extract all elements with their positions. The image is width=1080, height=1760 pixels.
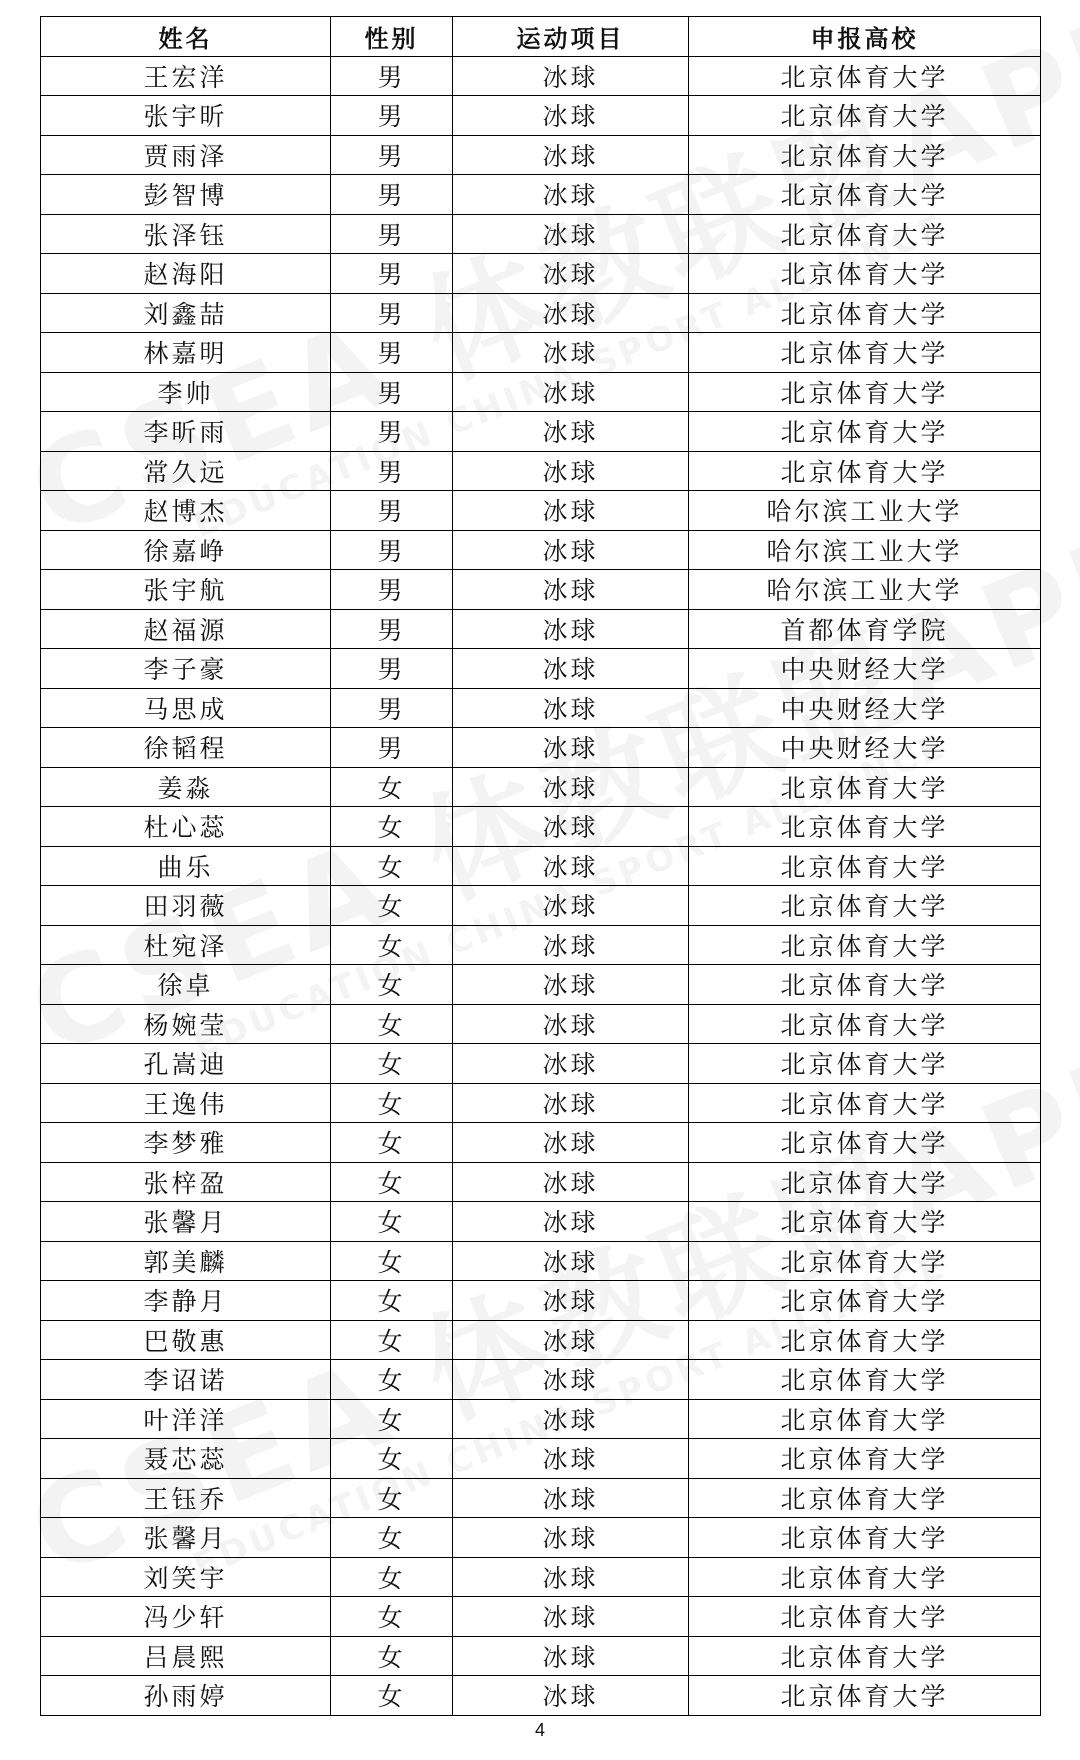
table-row [41, 1162, 1041, 1202]
cell-school: 北京体育大学 [689, 886, 1041, 926]
cell-name: 姜淼 [41, 767, 331, 807]
cell-name: 巴敬惠 [41, 1320, 331, 1360]
header-gender: 性别 [331, 17, 453, 57]
cell-sport: 冰球 [453, 451, 689, 491]
table-row [41, 1597, 1041, 1637]
cell-gender: 女 [331, 1636, 453, 1676]
cell-gender: 男 [331, 372, 453, 412]
cell-school: 北京体育大学 [689, 175, 1041, 215]
cell-gender: 女 [331, 965, 453, 1005]
table-row [41, 925, 1041, 965]
cell-sport: 冰球 [453, 609, 689, 649]
cell-sport: 冰球 [453, 1162, 689, 1202]
cell-gender: 男 [331, 293, 453, 333]
table-row [41, 451, 1041, 491]
cell-name: 赵福源 [41, 609, 331, 649]
cell-gender: 男 [331, 333, 453, 373]
cell-school: 中央财经大学 [689, 688, 1041, 728]
cell-sport: 冰球 [453, 56, 689, 96]
cell-gender: 女 [331, 1044, 453, 1084]
cell-name: 李诏诺 [41, 1360, 331, 1400]
cell-sport: 冰球 [453, 649, 689, 689]
cell-sport: 冰球 [453, 333, 689, 373]
cell-name: 孔嵩迪 [41, 1044, 331, 1084]
cell-name: 彭智博 [41, 175, 331, 215]
cell-school: 首都体育学院 [689, 609, 1041, 649]
cell-name: 杨婉莹 [41, 1004, 331, 1044]
cell-gender: 男 [331, 214, 453, 254]
cell-name: 贾雨泽 [41, 135, 331, 175]
cell-name: 赵海阳 [41, 254, 331, 294]
cell-sport: 冰球 [453, 175, 689, 215]
table-row [41, 767, 1041, 807]
cell-school: 北京体育大学 [689, 412, 1041, 452]
table-row [41, 1518, 1041, 1558]
cell-sport: 冰球 [453, 1044, 689, 1084]
table-row [41, 886, 1041, 926]
cell-name: 王逸伟 [41, 1083, 331, 1123]
cell-gender: 女 [331, 1360, 453, 1400]
cell-name: 聂芯蕊 [41, 1439, 331, 1479]
cell-name: 李昕雨 [41, 412, 331, 452]
cell-name: 张馨月 [41, 1518, 331, 1558]
cell-school: 北京体育大学 [689, 925, 1041, 965]
cell-gender: 女 [331, 1557, 453, 1597]
table-row [41, 1439, 1041, 1479]
cell-school: 北京体育大学 [689, 1478, 1041, 1518]
cell-sport: 冰球 [453, 214, 689, 254]
cell-sport: 冰球 [453, 1439, 689, 1479]
cell-school: 中央财经大学 [689, 728, 1041, 768]
cell-sport: 冰球 [453, 491, 689, 531]
cell-sport: 冰球 [453, 1557, 689, 1597]
cell-school: 北京体育大学 [689, 1557, 1041, 1597]
cell-sport: 冰球 [453, 807, 689, 847]
table-row [41, 1004, 1041, 1044]
cell-school: 北京体育大学 [689, 1241, 1041, 1281]
table-row [41, 214, 1041, 254]
cell-sport: 冰球 [453, 846, 689, 886]
cell-name: 张宇昕 [41, 96, 331, 136]
cell-sport: 冰球 [453, 1123, 689, 1163]
header-sport: 运动项目 [453, 17, 689, 57]
cell-gender: 男 [331, 649, 453, 689]
cell-sport: 冰球 [453, 1360, 689, 1400]
cell-sport: 冰球 [453, 96, 689, 136]
cell-name: 李帅 [41, 372, 331, 412]
table-row [41, 1399, 1041, 1439]
cell-school: 哈尔滨工业大学 [689, 570, 1041, 610]
cell-gender: 女 [331, 1439, 453, 1479]
table-row [41, 1478, 1041, 1518]
cell-gender: 女 [331, 1399, 453, 1439]
cell-gender: 男 [331, 175, 453, 215]
cell-gender: 女 [331, 1162, 453, 1202]
cell-school: 北京体育大学 [689, 1360, 1041, 1400]
cell-school: 北京体育大学 [689, 1676, 1041, 1716]
table-row [41, 1044, 1041, 1084]
cell-gender: 男 [331, 728, 453, 768]
cell-sport: 冰球 [453, 570, 689, 610]
cell-school: 北京体育大学 [689, 807, 1041, 847]
cell-sport: 冰球 [453, 688, 689, 728]
table-row [41, 135, 1041, 175]
cell-gender: 女 [331, 1676, 453, 1716]
cell-name: 李静月 [41, 1281, 331, 1321]
cell-sport: 冰球 [453, 1636, 689, 1676]
cell-name: 王钰乔 [41, 1478, 331, 1518]
page-number: 4 [534, 1720, 545, 1740]
cell-name: 刘鑫喆 [41, 293, 331, 333]
table-row [41, 1320, 1041, 1360]
table-row [41, 1123, 1041, 1163]
cell-sport: 冰球 [453, 925, 689, 965]
cell-school: 北京体育大学 [689, 254, 1041, 294]
cell-sport: 冰球 [453, 886, 689, 926]
cell-name: 郭美麟 [41, 1241, 331, 1281]
cell-name: 冯少轩 [41, 1597, 331, 1637]
cell-name: 张泽钰 [41, 214, 331, 254]
cell-sport: 冰球 [453, 1281, 689, 1321]
cell-name: 马思成 [41, 688, 331, 728]
cell-name: 常久远 [41, 451, 331, 491]
header-name: 姓名 [41, 17, 331, 57]
cell-sport: 冰球 [453, 1241, 689, 1281]
cell-gender: 女 [331, 1123, 453, 1163]
cell-sport: 冰球 [453, 1202, 689, 1242]
cell-school: 北京体育大学 [689, 96, 1041, 136]
table-row [41, 372, 1041, 412]
table-row [41, 807, 1041, 847]
table-row [41, 1676, 1041, 1716]
cell-gender: 男 [331, 491, 453, 531]
cell-school: 北京体育大学 [689, 1636, 1041, 1676]
cell-gender: 女 [331, 886, 453, 926]
cell-sport: 冰球 [453, 1083, 689, 1123]
cell-school: 北京体育大学 [689, 1123, 1041, 1163]
cell-school: 北京体育大学 [689, 1281, 1041, 1321]
cell-school: 北京体育大学 [689, 1399, 1041, 1439]
cell-school: 北京体育大学 [689, 293, 1041, 333]
cell-school: 北京体育大学 [689, 1162, 1041, 1202]
table-row [41, 96, 1041, 136]
cell-sport: 冰球 [453, 728, 689, 768]
table-row [41, 609, 1041, 649]
cell-gender: 女 [331, 1597, 453, 1637]
cell-sport: 冰球 [453, 254, 689, 294]
cell-name: 李子豪 [41, 649, 331, 689]
table-row [41, 1360, 1041, 1400]
cell-school: 中央财经大学 [689, 649, 1041, 689]
cell-sport: 冰球 [453, 965, 689, 1005]
cell-name: 赵博杰 [41, 491, 331, 531]
table-row [41, 491, 1041, 531]
cell-sport: 冰球 [453, 1676, 689, 1716]
cell-sport: 冰球 [453, 1597, 689, 1637]
cell-gender: 女 [331, 767, 453, 807]
table-row [41, 688, 1041, 728]
cell-name: 张馨月 [41, 1202, 331, 1242]
cell-school: 哈尔滨工业大学 [689, 491, 1041, 531]
cell-gender: 男 [331, 56, 453, 96]
cell-sport: 冰球 [453, 412, 689, 452]
cell-name: 徐韬程 [41, 728, 331, 768]
cell-gender: 女 [331, 1083, 453, 1123]
cell-gender: 男 [331, 688, 453, 728]
cell-gender: 女 [331, 807, 453, 847]
cell-name: 徐卓 [41, 965, 331, 1005]
table-row [41, 846, 1041, 886]
table-row [41, 333, 1041, 373]
cell-school: 北京体育大学 [689, 1004, 1041, 1044]
cell-gender: 男 [331, 530, 453, 570]
table-row [41, 254, 1041, 294]
table-row [41, 649, 1041, 689]
cell-gender: 男 [331, 451, 453, 491]
cell-school: 北京体育大学 [689, 451, 1041, 491]
cell-name: 孙雨婷 [41, 1676, 331, 1716]
cell-sport: 冰球 [453, 135, 689, 175]
cell-name: 刘笑宇 [41, 1557, 331, 1597]
cell-school: 哈尔滨工业大学 [689, 530, 1041, 570]
cell-name: 徐嘉峥 [41, 530, 331, 570]
cell-name: 张梓盈 [41, 1162, 331, 1202]
table-row [41, 1202, 1041, 1242]
cell-gender: 女 [331, 1320, 453, 1360]
cell-sport: 冰球 [453, 293, 689, 333]
table-row [41, 965, 1041, 1005]
cell-sport: 冰球 [453, 530, 689, 570]
cell-gender: 女 [331, 1518, 453, 1558]
cell-name: 杜心蕊 [41, 807, 331, 847]
cell-school: 北京体育大学 [689, 965, 1041, 1005]
cell-sport: 冰球 [453, 1320, 689, 1360]
cell-school: 北京体育大学 [689, 372, 1041, 412]
cell-gender: 男 [331, 135, 453, 175]
table-header-row [41, 17, 1041, 57]
cell-school: 北京体育大学 [689, 56, 1041, 96]
athlete-table [40, 16, 1041, 1716]
cell-school: 北京体育大学 [689, 846, 1041, 886]
cell-gender: 女 [331, 1004, 453, 1044]
cell-name: 曲乐 [41, 846, 331, 886]
cell-gender: 女 [331, 1281, 453, 1321]
cell-name: 田羽薇 [41, 886, 331, 926]
cell-name: 吕晨熙 [41, 1636, 331, 1676]
cell-school: 北京体育大学 [689, 1044, 1041, 1084]
table-row [41, 1636, 1041, 1676]
table-row [41, 1083, 1041, 1123]
cell-school: 北京体育大学 [689, 214, 1041, 254]
table-row [41, 1281, 1041, 1321]
table-row [41, 728, 1041, 768]
cell-school: 北京体育大学 [689, 1597, 1041, 1637]
table-row [41, 570, 1041, 610]
cell-school: 北京体育大学 [689, 1439, 1041, 1479]
table-body [41, 56, 1041, 1715]
cell-name: 李梦雅 [41, 1123, 331, 1163]
cell-gender: 男 [331, 412, 453, 452]
cell-gender: 女 [331, 1202, 453, 1242]
cell-school: 北京体育大学 [689, 1518, 1041, 1558]
cell-name: 林嘉明 [41, 333, 331, 373]
cell-name: 叶洋洋 [41, 1399, 331, 1439]
cell-gender: 男 [331, 570, 453, 610]
cell-school: 北京体育大学 [689, 1202, 1041, 1242]
cell-name: 张宇航 [41, 570, 331, 610]
table-row [41, 412, 1041, 452]
cell-gender: 女 [331, 1241, 453, 1281]
cell-gender: 女 [331, 1478, 453, 1518]
table-row [41, 56, 1041, 96]
cell-gender: 男 [331, 254, 453, 294]
cell-sport: 冰球 [453, 1399, 689, 1439]
cell-sport: 冰球 [453, 1004, 689, 1044]
cell-school: 北京体育大学 [689, 1320, 1041, 1360]
cell-school: 北京体育大学 [689, 767, 1041, 807]
cell-sport: 冰球 [453, 767, 689, 807]
cell-name: 杜宛泽 [41, 925, 331, 965]
cell-gender: 女 [331, 925, 453, 965]
table-row [41, 1557, 1041, 1597]
table-row [41, 530, 1041, 570]
cell-gender: 男 [331, 609, 453, 649]
cell-school: 北京体育大学 [689, 135, 1041, 175]
cell-name: 王宏洋 [41, 56, 331, 96]
cell-sport: 冰球 [453, 1478, 689, 1518]
header-school: 申报高校 [689, 17, 1041, 57]
table-row [41, 293, 1041, 333]
cell-school: 北京体育大学 [689, 333, 1041, 373]
cell-sport: 冰球 [453, 1518, 689, 1558]
table-row [41, 175, 1041, 215]
cell-school: 北京体育大学 [689, 1083, 1041, 1123]
cell-sport: 冰球 [453, 372, 689, 412]
table-row [41, 1241, 1041, 1281]
cell-gender: 女 [331, 846, 453, 886]
cell-gender: 男 [331, 96, 453, 136]
